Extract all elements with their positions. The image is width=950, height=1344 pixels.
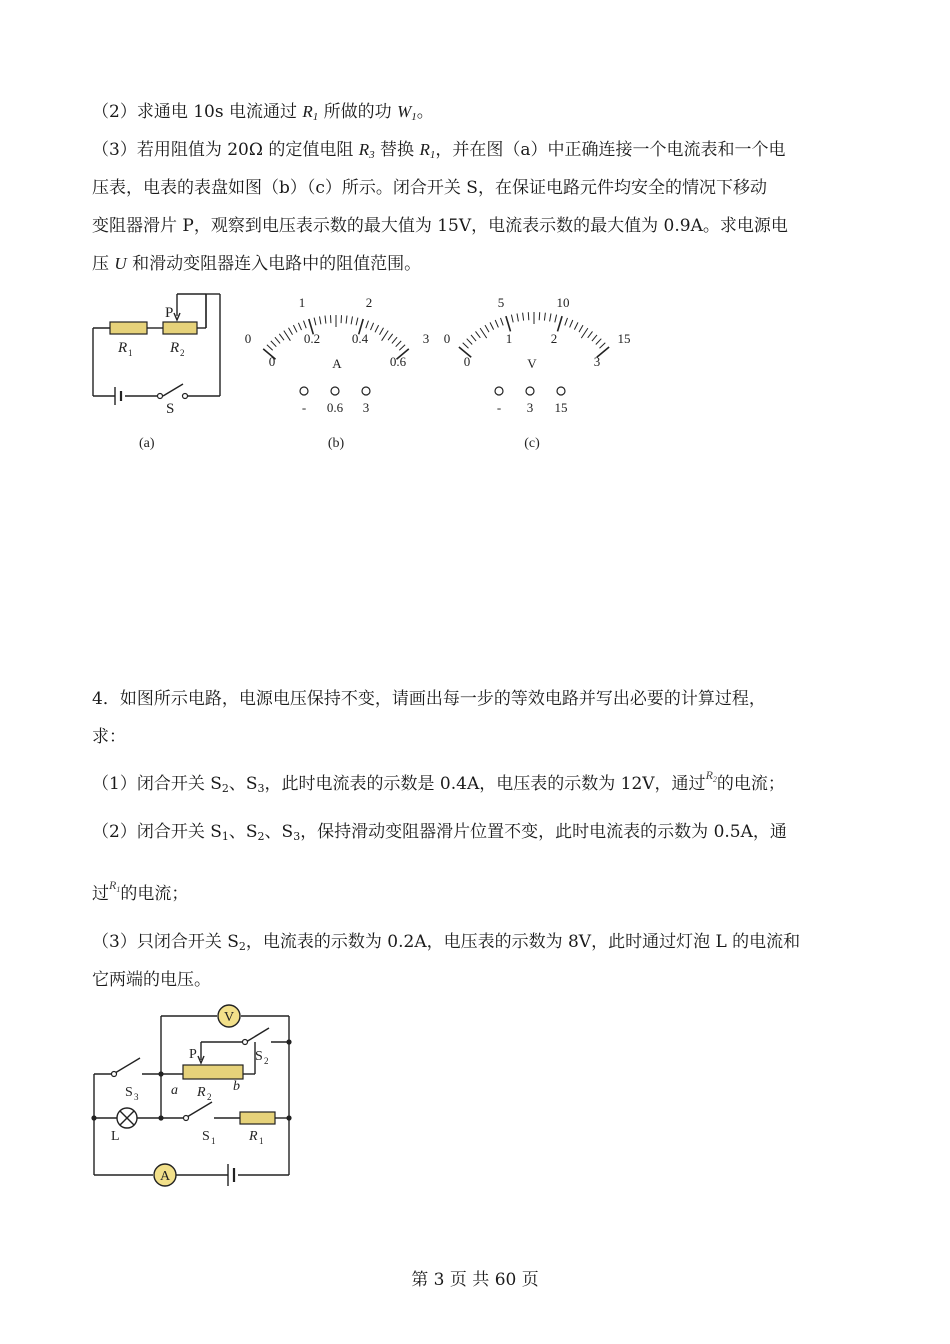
figure-b-caption: (b) bbox=[327, 436, 345, 451]
question-4-part-1: （1）闭合开关 $S_2$、$S_3$，此时电流表的示数是 0.4A，电压表的示数为 12V，通过$^{R_2}$的电流； bbox=[92, 768, 785, 795]
question-3-part-3-line-3: 变阻器滑片 P，观察到电压表示数的最大值为 15V，电流表示数的最大值为 0.9A。求电源电 bbox=[92, 216, 788, 236]
ammeter-top-max: 3 bbox=[422, 331, 430, 346]
scale-tick bbox=[570, 320, 573, 327]
terminal-a-label: a bbox=[171, 1083, 178, 1098]
r1-sub: 1 bbox=[259, 1136, 264, 1146]
voltmeter-top-zero: 0 bbox=[443, 331, 451, 346]
r2-label: R bbox=[197, 1085, 206, 1100]
s3-sub: 3 bbox=[134, 1092, 139, 1102]
switch-s-label: S bbox=[166, 401, 175, 417]
question-4-part-3-cont: 它两端的电压。 bbox=[92, 970, 211, 990]
voltmeter-scale-ticks bbox=[459, 312, 609, 357]
lamp-label: L bbox=[111, 1129, 120, 1144]
scale-tick bbox=[544, 313, 545, 321]
voltmeter-terminal-label-3: 3 bbox=[526, 400, 534, 415]
scale-tick bbox=[351, 316, 352, 324]
s2-label: S bbox=[255, 1049, 263, 1064]
scale-tick bbox=[600, 343, 606, 349]
scale-tick bbox=[528, 312, 529, 320]
figure-b-ammeter-dial bbox=[238, 288, 438, 453]
voltmeter-unit: V bbox=[527, 356, 537, 371]
scale-tick bbox=[471, 335, 476, 341]
scale-tick bbox=[346, 316, 347, 324]
scale-tick bbox=[539, 312, 540, 320]
scale-tick bbox=[579, 325, 583, 332]
voltmeter-tick-5: 5 bbox=[497, 295, 505, 310]
scale-tick bbox=[371, 323, 374, 330]
ammeter-inner-zero: 0 bbox=[268, 354, 276, 369]
rheostat-r2 bbox=[163, 322, 197, 334]
ammeter-terminal-label-negative: - bbox=[301, 400, 307, 415]
scale-tick bbox=[592, 335, 597, 341]
rheostat-r2 bbox=[183, 1065, 243, 1079]
resistor-r1 bbox=[110, 322, 147, 334]
question-4-part-3: （3）只闭合开关 $S_2$，电流表的示数为 0.2A，电压表的示数为 8V，此时通过灯泡 L 的电流和 bbox=[92, 932, 801, 953]
voltmeter-inner-max: 3 bbox=[593, 354, 601, 369]
voltmeter-tick-10: 10 bbox=[556, 295, 570, 310]
lamp-l bbox=[117, 1108, 137, 1128]
scale-tick bbox=[480, 328, 487, 338]
question-3-part-3-line-4: 压 U 和滑动变阻器连入电路中的阻值范围。 bbox=[92, 254, 422, 274]
scale-tick bbox=[267, 345, 273, 351]
scale-tick bbox=[275, 337, 280, 343]
ammeter-label: A bbox=[159, 1169, 171, 1184]
scale-tick bbox=[574, 322, 578, 329]
r2-sub: 2 bbox=[207, 1092, 212, 1102]
scale-tick bbox=[581, 328, 588, 338]
s1-label: S bbox=[202, 1129, 210, 1144]
scale-tick bbox=[293, 325, 297, 332]
scale-tick bbox=[320, 316, 321, 324]
voltmeter-terminal-label-negative: - bbox=[496, 400, 502, 415]
scale-tick bbox=[289, 328, 293, 335]
voltmeter-terminal-negative bbox=[495, 387, 503, 395]
scale-tick bbox=[485, 325, 489, 332]
figure-a-caption: (a) bbox=[139, 436, 155, 451]
scale-tick bbox=[325, 316, 326, 324]
voltmeter-inner-1: 1 bbox=[505, 331, 513, 346]
ammeter-tick-2: 2 bbox=[365, 295, 373, 310]
figure-c-voltmeter-dial bbox=[432, 288, 642, 453]
r2-label: R bbox=[170, 340, 180, 356]
scale-tick bbox=[356, 318, 358, 326]
scale-tick bbox=[304, 321, 307, 329]
scale-tick bbox=[380, 328, 384, 335]
question-4-circuit bbox=[85, 998, 305, 1193]
voltmeter-label: V bbox=[223, 1010, 235, 1025]
ammeter-scale-ticks bbox=[263, 315, 409, 359]
resistor-r1 bbox=[240, 1112, 275, 1124]
scale-tick bbox=[555, 315, 557, 323]
question-4-part-2: （2）闭合开关 $S_1$、$S_2$、$S_3$，保持滑动变阻器滑片位置不变，此时电流表的示数为 0.5A，通 bbox=[92, 822, 787, 843]
question-3-part-3-line-2: 压表，电表的表盘如图（b）（c）所示。闭合开关 S，在保证电路元件均安全的情况下移动 bbox=[92, 178, 767, 198]
scale-tick bbox=[271, 341, 277, 347]
r2-sub: 2 bbox=[180, 348, 185, 358]
ammeter-inner-max: 0.6 bbox=[389, 354, 407, 369]
ammeter-tick-1: 1 bbox=[298, 295, 306, 310]
r1-label: R bbox=[249, 1129, 258, 1144]
voltmeter-inner-2: 2 bbox=[550, 331, 558, 346]
r1-label: R bbox=[118, 340, 128, 356]
ammeter-terminal-3 bbox=[362, 387, 370, 395]
scale-tick bbox=[506, 316, 511, 331]
scale-tick bbox=[396, 341, 402, 347]
ammeter-terminal-0-6 bbox=[331, 387, 339, 395]
scale-tick bbox=[588, 331, 593, 337]
voltmeter-top-max: 15 bbox=[617, 331, 631, 346]
scale-tick bbox=[375, 325, 379, 332]
scale-tick bbox=[476, 331, 481, 337]
scale-tick bbox=[596, 339, 602, 345]
ammeter-inner-0-2: 0.2 bbox=[303, 331, 321, 346]
scale-tick bbox=[392, 337, 397, 343]
scale-tick bbox=[388, 334, 393, 340]
scale-tick bbox=[467, 339, 473, 345]
scale-tick bbox=[298, 323, 301, 330]
scale-tick bbox=[523, 313, 524, 321]
question-3-part-2: （2）求通电 10s 电流通过 $R_1$ 所做的功 $W_1$。 bbox=[92, 102, 434, 123]
ammeter-terminal-label-0-6: 0.6 bbox=[326, 400, 344, 415]
ammeter-terminal-label-3: 3 bbox=[362, 400, 370, 415]
question-4-intro-line-1: 4．如图所示电路，电源电压保持不变，请画出每一步的等效电路并写出必要的计算过程， bbox=[92, 689, 766, 709]
scale-tick bbox=[550, 314, 551, 322]
slider-p-label: P bbox=[189, 1047, 197, 1062]
voltmeter-terminal-15 bbox=[557, 387, 565, 395]
question-4-intro-line-2: 求： bbox=[92, 727, 126, 747]
page-footer: 第 3 页 共 60 页 bbox=[411, 1270, 539, 1290]
scale-tick bbox=[495, 320, 498, 327]
scale-tick bbox=[501, 318, 504, 326]
terminal-b-label: b bbox=[233, 1079, 240, 1094]
scale-tick bbox=[284, 331, 291, 341]
s3-label: S bbox=[125, 1085, 133, 1100]
ammeter-unit: A bbox=[332, 356, 342, 371]
ammeter-top-zero: 0 bbox=[244, 331, 252, 346]
figure-a-circuit bbox=[85, 288, 230, 453]
s1-sub: 1 bbox=[211, 1136, 216, 1146]
s2-sub: 2 bbox=[264, 1056, 269, 1066]
scale-tick bbox=[517, 314, 518, 322]
ammeter-inner-0-4: 0.4 bbox=[351, 331, 369, 346]
voltmeter-inner-zero: 0 bbox=[463, 354, 471, 369]
scale-tick bbox=[565, 318, 568, 326]
scale-tick bbox=[463, 343, 469, 349]
question-3-part-3-line-1: （3）若用阻值为 20Ω 的定值电阻 $R_3$ 替换 $R_1$，并在图（a）中正确连接一个电流表和一个电 bbox=[92, 140, 786, 161]
scale-tick bbox=[382, 331, 389, 341]
scale-tick bbox=[558, 316, 563, 331]
ammeter-terminal-negative bbox=[300, 387, 308, 395]
scale-tick bbox=[490, 322, 494, 329]
scale-tick bbox=[279, 334, 284, 340]
scale-tick bbox=[511, 315, 513, 323]
scale-tick bbox=[366, 321, 369, 329]
scale-tick bbox=[399, 345, 405, 351]
voltmeter-terminal-label-15: 15 bbox=[554, 400, 568, 415]
scale-tick bbox=[314, 318, 316, 326]
r1-sub: 1 bbox=[128, 348, 133, 358]
voltmeter-terminal-3 bbox=[526, 387, 534, 395]
slider-p-label: P bbox=[165, 305, 174, 321]
question-4-part-2-cont: 过$^{R_1}$的电流； bbox=[92, 878, 189, 904]
figure-c-caption: (c) bbox=[524, 436, 540, 451]
